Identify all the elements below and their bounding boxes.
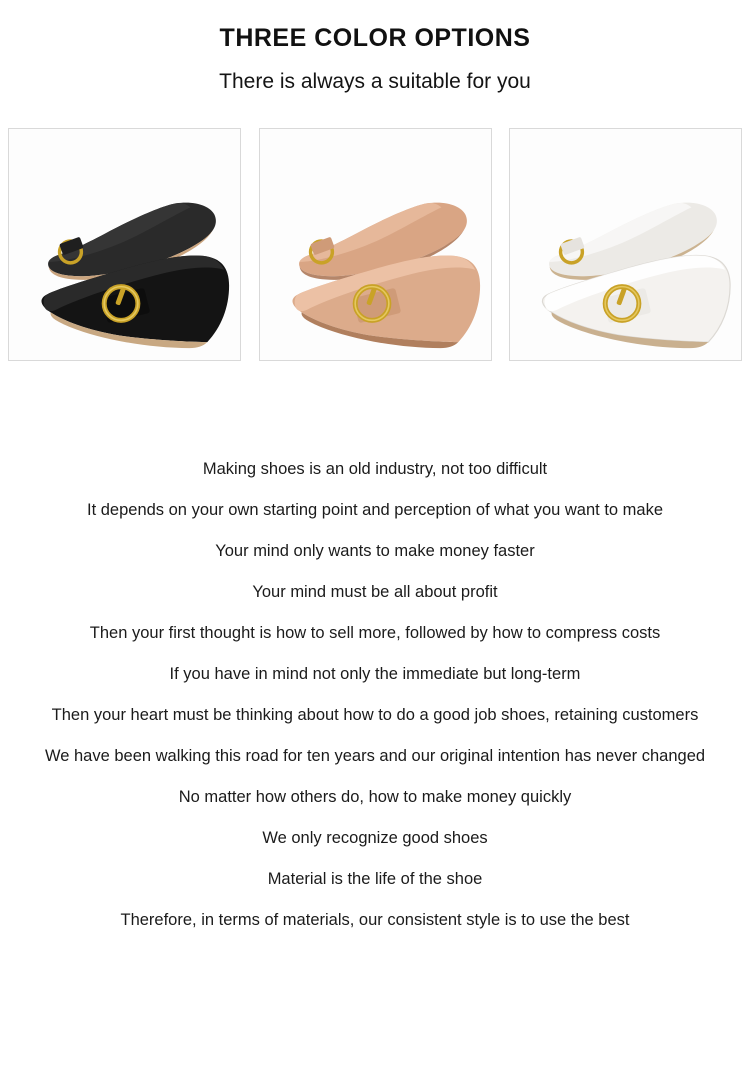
color-option-card-apricot[interactable] (259, 128, 492, 361)
page-header (0, 0, 750, 96)
copy-line: If you have in mind not only the immediate but long-term (169, 665, 581, 683)
apricot-shoes-illustration (260, 129, 491, 360)
white-shoes-illustration (510, 129, 741, 360)
copy-line: We have been walking this road for ten years and our original intention has never changed (44, 747, 706, 765)
color-option-card-white[interactable] (509, 128, 742, 361)
page-title: THREE COLOR OPTIONS (219, 24, 531, 52)
copy-line: Then your first thought is how to sell more, followed by how to compress costs (89, 624, 661, 642)
page-subtitle: There is always a suitable for you (219, 70, 531, 93)
copy-line: We only recognize good shoes (262, 829, 488, 847)
copy-line: Therefore, in terms of materials, our consistent style is to use the best (120, 911, 630, 929)
black-shoes-illustration (9, 129, 240, 360)
copy-line: Your mind only wants to make money faster (215, 542, 535, 560)
copy-line: Material is the life of the shoe (267, 870, 483, 888)
brand-story-copy (0, 459, 750, 931)
copy-line: Making shoes is an old industry, not too difficult (202, 460, 548, 478)
color-option-card-black[interactable] (8, 128, 241, 361)
copy-line: Then your heart must be thinking about how to do a good job shoes, retaining customers (51, 706, 699, 724)
color-options-gallery (0, 128, 750, 361)
copy-line: It depends on your own starting point and perception of what you want to make (86, 501, 664, 519)
copy-line: No matter how others do, how to make money quickly (178, 788, 572, 806)
copy-line: Your mind must be all about profit (252, 583, 498, 601)
